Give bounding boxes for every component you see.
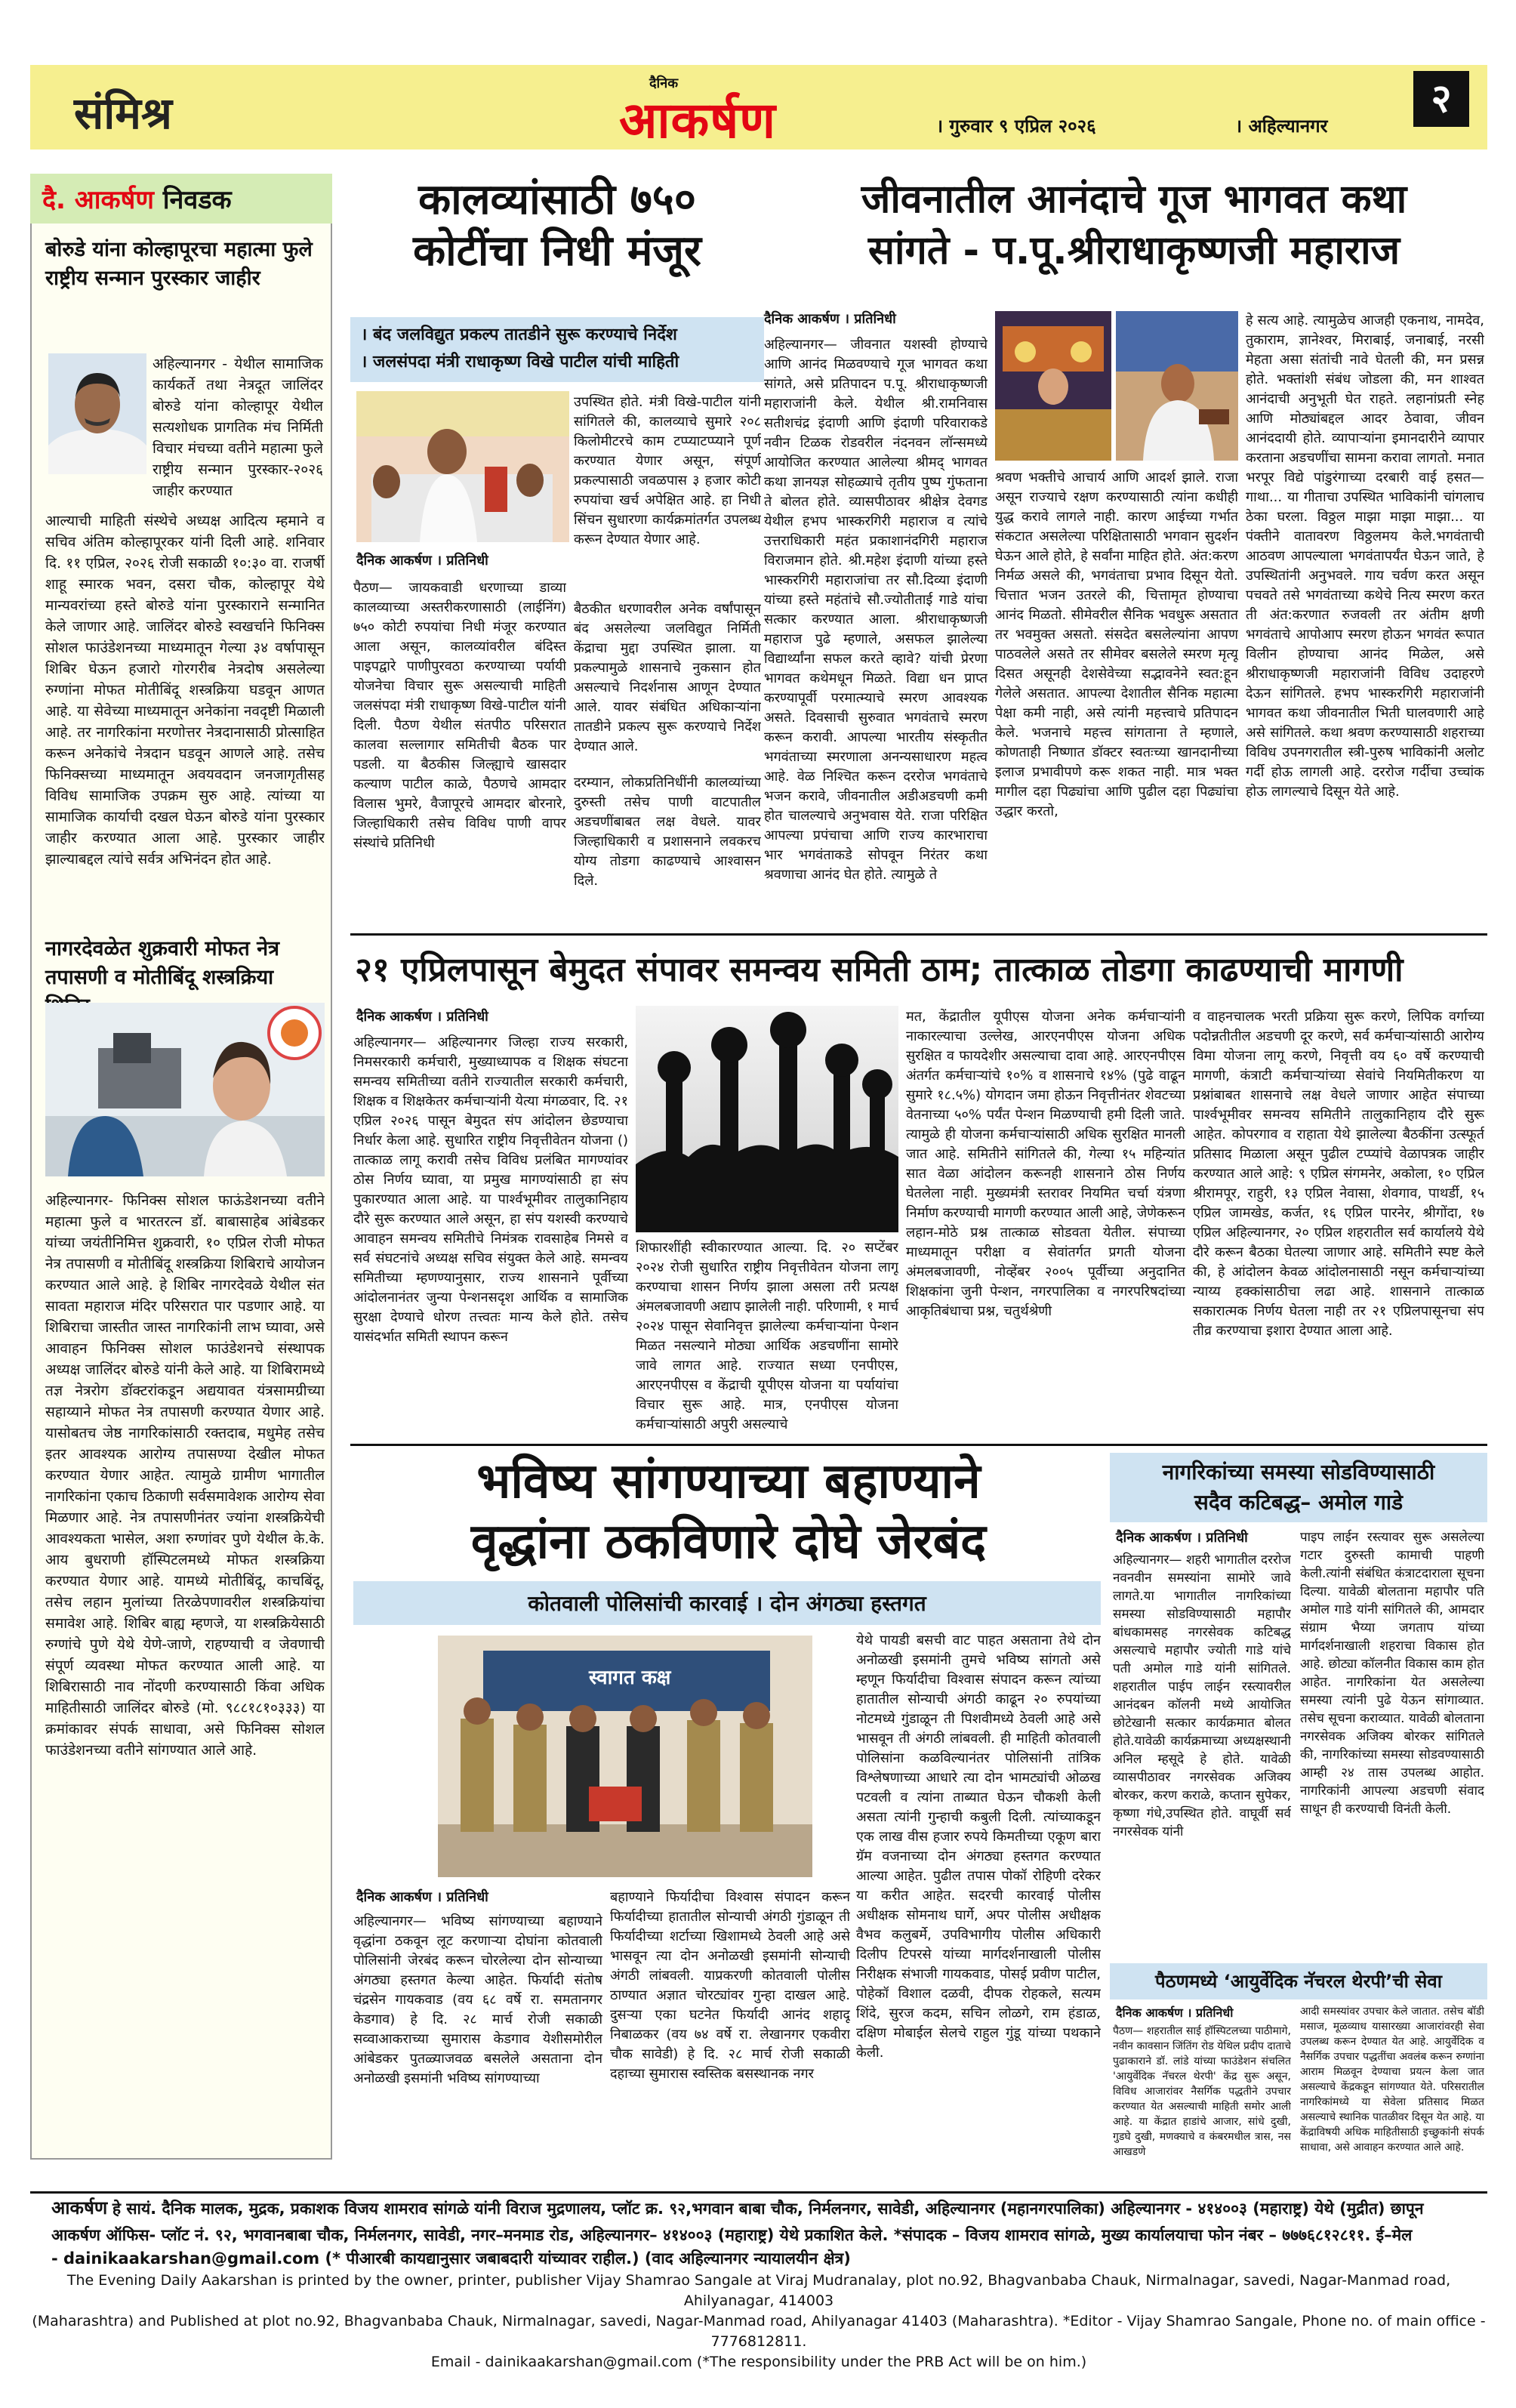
canal-subhead-1: । बंद जलविद्युत प्रकल्प तातडीने सुरू करण्याचे निर्देश (361, 325, 677, 344)
fraud-col3: येथे पायडी बसची वाट पाहत असताना तेथे दोन अनोळखी इसमांनी तुमचे भविष्य सांगतो असे म्हणून फिर्यादीचा विश्वास संपादन करून त्यांच्या हातातील सोन्याची अंगठी काढून २० रुपयांच्या नोटमध्ये गुंडाळून ती पिशवीमध्ये ठेवली आहे असे भासवून ती अंगठी लांबवली. ही माहिती कोतवाली पोलिसांना कळविल्यानंतर पोलिसांनी तांत्रिक विश्लेषणाच्या आधारे त्या दोन भामट्यांची ओळख पटवली व त्यांना ताब्यात घेऊन चौकशी केली असता त्यांनी गुन्हाची कबुली दिली. त्यांच्याकडून एक लाख वीस हजार रुपये किमतीच्या एकूण बारा ग्रॅम वजनाच्या दोन अंगठ्या हस्तगत करण्यात आल्या आहेत. पुढील तपास पोकॉ रोहिणी दरेकर या करीत आहेत. सदरची कारवाई पोलीस अधीक्षक सोमनाथ घार्गे, अपर पोलीस अधीक्षक वैभव कलुबर्मे, उपविभागीय पोलीस अधिकारी दिलीप टिपरसे यांच्या मार्गदर्शनाखाली पोलीस निरीक्षक संभाजी गायकवाड, पोसई प्रवीण पाटील, पोहेकॉ विशाल दळवी, दीपक रोहकले, सत्यम शिंदे, सुरज कदम, सचिन लोळगे, राम हंडाळ, दक्षिण मोबाईल सेलचे राहुल गुंडू यांच्या पथकाने केली. (856, 1633, 1101, 2061)
canal-subheads (350, 317, 764, 382)
canal-body-mid: बैठकीत धरणावरील अनेक वर्षांपासून बंद असलेल्या जलविद्युत निर्मिती केंद्राचा मुद्दा उपस्थित झाला. या प्रकल्पामुळे शासनाचे नुकसान होत असल्याचे निदर्शनास आणून देण्यात आले. यावर संबंधित अधिकाऱ्यांना तातडीने प्रकल्प सुरू करण्याचे निर्देश देण्यात आले. (574, 601, 761, 754)
gade-byline: दैनिक आकर्षण । प्रतिनिधी (1116, 1530, 1248, 1546)
strike-byline: दैनिक आकर्षण । प्रतिनिधी (356, 1009, 488, 1025)
canal-body-left: पैठण— जायकवाडी धरणाच्या डाव्या कालव्याच्या अस्तरीकरणासाठी (लाईनिंग) ७५० कोटी रुपयांचा निधी मंजूर करण्यात आला असून, कालव्यांवरील बंदिस्त पाइपद्वारे पाणीपुरवठा करण्याच्या पर्यायी योजनेचा विचार सुरू असल्याची माहिती जलसंपदा मंत्री राधाकृष्ण विखे-पाटील यांनी दिली. पैठण येथील संतपीठ परिसरात कालवा सल्लागार समितीची बैठक पार पडली. या बैठकीस जिल्ह्याचे खासदार कल्याण पाटील काळे, पैठणचे आमदार विलास भुमरे, वैजापूरचे आमदार बोरनारे, जिल्हाधिकारी तसेच विविध पाणी वापर संस्थांचे प्रतिनिधी (353, 580, 566, 851)
strike-col2: शिफारशींही स्वीकारण्यात आल्या. दि. २० सप्टेंबर २०२४ रोजी सुधारित राष्ट्रीय निवृत्तीवेतन योजना लागू करण्याचा शासन निर्णय झाला असला तरी प्रत्यक्ष अंमलबजावणी अद्याप झालेली नाही. परिणामी, १ मार्च २०२४ पासून सेवानिवृत्त झालेल्या कर्मचाऱ्यांना पेन्शन मिळत नसल्याने मोठ्या आर्थिक अडचणींना सामोरे जावे लागत आहे. राज्यात सध्या एनपीएस, आरएनपीएस व केंद्राची यूपीएस योजना या पर्यायांचा विचार सुरू आहे. मात्र, एनपीएस योजना कर्मचाऱ्यांसाठी अपुरी असल्याचे (636, 1240, 898, 1432)
picks-story1-body-bottom: आल्याची माहिती संस्थेचे अध्यक्ष आदित्य म्हमाने व सचिव अंतिम कोल्हापूरकर यांनी दिली आहे. शनिवार दि. ११ एप्रिल, २०२६ रोजी सकाळी १०:३० वा. राजर्षी शाहू स्मारक भवन, दसरा चौक, कोल्हापूर येथे मान्यवरांच्या हस्ते बोरुडे यांना पुरस्काराने सन्मानित केले जाणार आहे. जालिंदर बोरुडे स्वखर्चाने फिनिक्स सोशल फाउंडेशनच्या माध्यमातून गेल्या ३४ वर्षापासून शिबिर घेऊन हजारो गोरगरीब नेत्रदोष असलेल्या रुग्णांना मोफत मोतीबिंदू शस्त्रक्रिया घडवून आणत आहे. या सेवेच्या माध्यमातून अनेकांना नवदृष्टी मिळाली आहे. तर नागरिकांना मरणोत्तर नेत्रदानासाठी प्रोत्साहित करून अनेकांचे नेत्रदान घडवून आणले आहे. तसेच फिनिक्सच्या माध्यमातून अवयवदान जनजागृतीसह विविध सामाजिक उपक्रम सुरु आहे. त्यांच्या या सामाजिक कार्याची दखल घेऊन बोरुडे यांना पुरस्कार जाहीर करण्यात आला आहे. पुरस्कार जाहीर झाल्याबद्दल त्यांचे सर्वत्र अभिनंदन होत आहे. (45, 513, 325, 868)
section-divider-1 (350, 933, 1487, 936)
canal-subhead-2: । जलसंपदा मंत्री राधाकृष्ण विखे पाटील यांची माहिती (361, 353, 679, 372)
canal-body-top-right: उपस्थित होते. मंत्री विखे-पाटील यांनी सांगितले की, कालव्याचे सुमारे २०८ किलोमीटरचे काम टप्प्याटप्प्याने पूर्ण करण्यात येणार असून, संपूर्ण प्रकल्पासाठी जवळपास ३ हजार कोटी रुपयांचा खर्च अपेक्षित आहे. हा निधी सिंचन सुधारणा कार्यक्रमांतर्गत उपलब्ध करून देण्यात येणार आहे. (574, 394, 761, 547)
canal-headline-line1: कालव्यांसाठी ७५० (418, 175, 696, 224)
section-title: संमिश्र (74, 88, 172, 139)
gade-col1: अहिल्यानगर— शहरी भागातील दररोज नवनवीन समस्यांना सामोरे जावे लागते.या भागातील नागरिकांच्या समस्या सोडविण्यासाठी महापौर बांधकामसह नगरसेवक कटिबद्ध असल्याचे महापौर ज्योती गाडे यांचे पती अमोल गाडे यांनी सांगितले. शहरातील पाईप लाईन रस्त्यावरील आनंदबन कॉलनी मध्ये आयोजित छोटेखानी सत्कार कार्यक्रमात बोलत होते.यावेळी कार्यक्रमाच्या अध्यक्षस्थानी अनिल म्हसूदे हे होते. यावेळी व्यासपीठावर नगरसेवक अजिक्य बोरकर, करण कराळे, कप्तान सुपेकर, कृष्णा गंधे,उपस्थित होते. वाघूर्वी सर्व नगरसेवक यांनी (1113, 1552, 1291, 1839)
katha-photo-maharaj (1116, 311, 1238, 461)
footer-brand: आकर्षण (51, 2197, 108, 2218)
paper-small-label: दैनिक (649, 76, 679, 91)
katha-col1: अहिल्यानगर— जीवनात यशस्वी होण्याचे आणि आनंद मिळवण्याचे गूज भागवत कथा सांगते, असे प्रतिपादन प.पू. श्रीराधाकृष्णजी महाराजांनी केले. येथील श्री.रामनिवास सतीशचंद्र इंदाणी आणि इंदाणी परिवाराकडे नवीन टिळक रोडवरील नंदनवन लॉन्समध्ये आयोजित करण्यात आलेल्या श्रीमद् भागवत कथा ज्ञानयज्ञ सोहळ्याचे तृतीय पुष्प गुंफताना ते बोलत होते. व्यासपीठावर श्रीक्षेत्र देवगड येथील हभप भास्करगिरी महाराज व त्यांचे उत्तराधिकारी महंत प्रकाशानंदगिरी महाराज विराजमान होते. श्री.महेश इंदाणी यांच्या हस्ते भास्करगिरी महाराजांचा तर सौ.दिव्या इंदाणी यांच्या हस्ते महंतांचे सौ.ज्योतीताई गाडे यांचा सत्कार करण्यात आला. श्रीराधाकृष्णजी महाराज पुढे म्हणाले, असफल झालेल्या विद्यार्थ्यांना सफल करते व्हावे? यांची प्रेरणा भागवत कथेमधून मिळते. विद्या धन प्राप्त करण्यापूर्वी परमात्म्याचे स्मरण आवश्यक असते. दिवसाची सुरुवात भगवंताचे स्मरण करून करावी. आपल्या भारतीय संस्कृतीत भगवंताच्या स्मरणाला अनन्यसाधारण महत्व आहे. वेळ निश्चित करून दररोज भगवंताचे भजन करावे, जीवनातील अडीअडचणी कमी होत चालल्याचे अनुभवास येते. राजा परिक्षित आपल्या प्रपंचाचा आणि राज्य कारभाराचा भार भगवंताकडे सोपवून निरंतर कथा श्रवणाचा आनंद घेत होते. त्यामुळे ते (764, 337, 988, 883)
katha-byline: दैनिक आकर्षण । प्रतिनिधी (764, 311, 896, 327)
canal-byline: दैनिक आकर्षण । प्रतिनिधी (356, 553, 488, 569)
photo-sign-text: स्वागत कक्ष (589, 1666, 671, 1689)
paithan-col2: आदी समस्यांवर उपचार केले जातात. तसेच बॉडी मसाज, मूळव्याध यासारख्या आजारांवरही सेवा उपलब्ध करून देण्यात येत आहे. आयुर्वेदिक व नैसर्गिक उपचार पद्धतींचा अवलंब करून रुग्णांना आराम मिळवून देण्याचा प्रयत्न केला जात असल्याचे केंद्रकडून सांगण्यात येते. परिसरातील नागरिकांमध्ये या सेवेला प्रतिसाद मिळत असल्याचे स्थानिक पातळीवर दिसून येत आहे. या केंद्राविषयी अधिक माहितीसाठी इच्छुकांनी संपर्क साधावा, असे आवाहन करण्यात आले आहे. (1300, 2006, 1484, 2154)
canal-headline-line2: कोटींचा निधी मंजूर (413, 227, 701, 276)
strike-headline: २१ एप्रिलपासून बेमुदत संपावर समन्वय समिती ठाम; तात्काळ तोडगा काढण्याची मागणी (355, 951, 1404, 989)
picks-label: निवडक (162, 185, 232, 215)
issue-date: । गुरुवार ९ एप्रिल २०२६ (936, 116, 1096, 137)
footer-line2: आकर्षण ऑफिस- प्लॉट नं. ९२, भगवानबाबा चौक, निर्मलनगर, सावेडी, नगर–मनमाड रोड, अहिल्यानगर– ४१४००३ (महाराष्ट्र) येथे प्रकाशित केले. *संपादक – विजय शामराव सांगळे, मुख्य कार्यालयाचा फोन नंबर – ७७७६८१२८११. ई–मेल (51, 2226, 1413, 2244)
fraud-subhead: कोतवाली पोलिसांची कारवाई । दोन अंगठ्या हस्तगत (353, 1581, 1101, 1625)
protest-fists-photo (636, 1006, 898, 1232)
paithan-col1: पैठण— शहरातील साई हॉस्पिटलच्या पाठीमागे, नवीन कावसान जिंतिंग रोड येथिल प्रदीप दाताचे पुढाकाराने डॉ. लांडे यांच्या फाउंडेशन संचलित 'आयुर्वेदिक नॅचरल थेरपी' केंद्र सुरू असून, विविध आजारांवर नैसर्गिक पद्धतीने उपचार करण्यात येत असल्याची माहिती समोर आली आहे. या केंद्रात हाडांचे आजार, सांधे दुखी, गुडघे दुखी, मणक्याचे व कंबरमधील त्रास, नस आखडणे (1113, 2025, 1291, 2158)
footer-line5: (Maharashtra) and Published at plot no.92, Bhagvanbaba Chauk, Nirmalnagar, savedi, Nagar-Manmad road, Ahilyanagar 41403 (Maharashtra). *Editor - Vijay Shamrao Sangale, Phone no. of main office - 7776812811. (32, 2313, 1486, 2350)
picks-brand: दै. आकर्षण (42, 185, 154, 215)
minister-speech-photo (356, 391, 569, 542)
footer-line1-wrap (30, 2194, 1487, 2224)
gade-headline-line2: सदैव कटिबद्ध– अमोल गाडे (1194, 1490, 1404, 1515)
eye-exam-photo (45, 1003, 325, 1176)
picks-story1-title: बोरुडे यांना कोल्हापूरचा महात्मा फुले राष्ट्रीय सन्मान पुरस्कार जाहीर (45, 238, 313, 290)
footer-line4: The Evening Daily Aakarshan is printed by the owner, printer, publisher Vijay Shamrao Sangale at Viraj Mudranalay, plot no.92, Bhagvanbaba Chauk, Nirmalnagar, savedi, Nagar-Manmad road, Ahilyanagar, 414003 (66, 2272, 1451, 2309)
picks-story2-title: नागरदेवळेत शुक्रवारी मोफत नेत्र तपासणी व मोतीबिंदू शस्त्रक्रिया (45, 937, 280, 989)
katha-col2: श्रीराधाकृष्णजी महाराज पुढे म्हणाले, असफल झालेल्या विद्यार्थ्यांना सफल करते व्हावे? यांची प्रेरणा भागवत कथेमधून मिळते. विद्या धन प्राप्त करण्यापूर्वी परमात्म्याचे स्मरण आवश्यक असते. दिवसाची सुरुवात भगवंताचे स्मरण करून करावी. आपल्या भारतीय संस्कृतीत भगवंताच्या स्मरणाला अनन्यसाधारण महत्व आहे. वेळ निश्चित करून दररोज भगवंताचे भजन करावे, जीवनातील अडीअडचणी कमी होत चालल्याचे अनुभवास येते. राजा परिक्षित आपल्या प्रपंचाचा आणि राज्य कारभाराचा भार भगवंताकडे सोपवून निरंतर कथा श्रवणाचा आनंद घेत होते. त्यामुळे ते (764, 612, 988, 883)
fraud-col1: अहिल्यानगर— भविष्य सांगण्याच्या बहाण्याने वृद्धांना ठकवून लूट करणाऱ्या दोघांना कोतवाली पोलिसांनी जेरबंद करून चोरलेल्या दोन सोन्याच्या अंगठ्या हस्तगत केल्या आहेत. फिर्यादी संतोष चंद्रसेन गायकवाड (वय ६८ वर्षे रा. समतानगर केडगाव) हे दि. २८ मार्च रोजी सकाळी सव्वाआकराच्या सुमारास केडगाव येशीसमोरील आंबेडकर पुतळ्याजवळ बसलेले असताना दोन अनोळखी इसमांनी भविष्य सांगण्याच्या (353, 1913, 602, 2086)
fraud-headline-line1: भविष्य सांगण्याच्या बहाण्याने (476, 1454, 981, 1509)
issue-city: । अहिल्यानगर (1235, 116, 1328, 137)
katha-spacer (764, 929, 765, 930)
fraud-col2: बहाण्याने फिर्यादीचा विश्वास संपादन करून फिर्यादीच्या हातातील सोन्याची अंगठी गुंडाळून ती फिर्यादीच्या शर्टाच्या खिशामध्ये ठेवली आहे असे भासवून त्या दोन अनोळखी इसमांनी सोन्याची अंगठी लांबवली. याप्रकरणी कोतवाली पोलीस ठाण्यात अज्ञात चोरट्यांवर गुन्हा दाखल आहे. दुसऱ्या एका घटनेत फिर्यादी आनंद शहादू निबाळकर (वय ७४ वर्षे रा. लेखानगर एकवीरा चौक सावेडी) हे दि. २८ मार्च रोजी सकाळी दहाच्या सुमारास स्वस्तिक बसस्थानक नगर (610, 1889, 850, 2082)
gade-col2: पाइप लाईन रस्त्यावर सुरू असलेल्या गटार दुरुस्ती कामाची पाहणी केली.त्यांनी संबंधित कंत्राटदाराला सूचना दिल्या. यावेळी बोलताना महापौर पति अमोल गाडे यांनी सांगितले की, आमदार संग्राम भैय्या जगताप यांच्या मार्गदर्शनाखाली शहराचा विकास होत आहे. छोट्या कॉलनीत विकास काम होत आहेत. नागरिकांना येत असलेल्या समस्या त्यांनी पुढे येऊन सांगाव्यात. तसेच सूचना कराव्यात. यावेळी बोलताना नगरसेवक अजिक्य बोरकर सांगितले की, नागरिकांच्या समस्या सोडवण्यासाठी आम्ही २४ तास उपलब्ध आहोत. नागरिकांनी आपल्या अडचणी संवाद साधून ही करण्याची विनंती केली. (1300, 1530, 1484, 1817)
police-arrest-photo (438, 1636, 812, 1877)
page-number: २ (1413, 71, 1469, 127)
paithan-headline: पैठणमध्ये ‘आयुर्वेदिक नॅचरल थेरपी’ची सेवा (1110, 1963, 1487, 1999)
fraud-byline: दैनिक आकर्षण । प्रतिनिधी (356, 1889, 488, 1905)
newspaper-logo: आकर्षण (619, 91, 777, 150)
katha-photo-stage (995, 311, 1111, 461)
strike-col4: व वाहनचालक भरती प्रक्रिया सुरू करणे, लिपिक वर्गाच्या पदोन्नतीतील अडचणी दूर करणे, सर्व कर्मचाऱ्यांसाठी आरोग्य विमा योजना लागू करणे, निवृत्ती वय ६० वर्षे करण्याची मागणी, कंत्राटी कर्मचाऱ्यांच्या सेवांचे नियमितीकरण या प्रश्नांबाबत शासनाचे लक्ष वेधले जाणार आहेत संपाच्या पार्श्वभूमीवर समन्वय समितीने तालुकानिहाय दौरे सुरू आहेत. कोपरगाव व राहाता येथे झालेल्या बैठकींना उत्स्फूर्त प्रतिसाद मिळाला असून पुढील टप्प्यांचे वेळापत्रक जाहीर करण्यात आले आहे: ९ एप्रिल संगमनेर, अकोला, १० एप्रिल श्रीरामपूर, राहुरी, १३ एप्रिल नेवासा, शेवगाव, पाथर्डी, १५ एप्रिल जामखेड, कर्जत, १६ एप्रिल पारनेर, श्रीगोंदा, १७ एप्रिल अहिल्यानगर, २० एप्रिल शहरातील सर्व कार्यालये येथे दौरे करून बैठका घेतल्या जाणार आहे. समितीने स्पष्ट केले की, हे आंदोलन केवळ आंदोलनासाठी नसून कर्मचाऱ्यांच्या न्याय्य हक्कांसाठीचा लढा आहे. शासनाने तात्काळ सकारात्मक निर्णय घेतला नाही तर २१ एप्रिलपासूनचा संप तीव्र करण्याचा इशारा देण्यात आला आहे. (1193, 1009, 1484, 1339)
fraud-headline-line2: वृद्धांना ठकविणारे दोघे जेरबंद (470, 1514, 987, 1570)
katha-col3: श्रवण भक्तीचे आचार्य आणि आदर्श झाले. राजा असून राज्याचे रक्षण करण्यासाठी त्यांना कधीही युद्ध करावे लागले नाही. कारण आईच्या गर्भात संकटात असलेल्या परिक्षितासाठी भगवान सुदर्शन घेऊन आले होते, हे सर्वांना माहित होते. अंत:करण निर्मळ असले की, भगवंताचा प्रभाव दिसून येतो. चित्तात भजन उतरले की, चित्तामृत होण्याचा आनंद मिळतो. सीमेवरील सैनिक भवधुरू असतात तर भवमुक्त असतो. संसदेत बसलेल्यांना आपण पाठवलेले असते तर सीमेवर बसलेले स्मरण मृत्यू दिसत असूनही देशसेवेच्या सद्भावनेने स्वत:हून गेलेले असतात. आपल्या देशातील सैनिक महात्मा पेक्षा कमी नाही, असे त्यांनी महत्त्वाचे प्रतिपादन केले. भजनाचे महत्त्व सांगताना ते म्हणाले, कोणताही निष्णात डॉक्टर स्वतःच्या खानदानीच्या इलाज प्रभावीपणे करू शकत नाही. मात्र भक्त मागील दहा पिढ्यांचा आणि पुढील दहा पिढ्यांचा उद्धार करतो, (995, 470, 1238, 819)
footer-line3: - dainikaakarshan@gmail.com (* पीआरबी कायद्यानुसार जबाबदारी यांच्यावर राहील.) (वाद अहिल्यानगर न्यायालयीन क्षेत्र) (51, 2249, 851, 2268)
katha-col4: हे सत्य आहे. त्यामुळेच आजही एकनाथ, नामदेव, तुकाराम, ज्ञानेश्वर, मिराबाई, जनाबाई, नरसी मेहता असा संतांची नावे घेतली की, मन प्रसन्न होते. भक्तांशी संबंध जोडला की, मन शाश्वत आनंदाची अनुभूती घेत राहते. लहानांप्रती स्नेह आणि मोठ्यांबद्दल आदर ठेवावा, जीवन आनंददायी होते. व्यापाऱ्यांना इमानदारीने व्यापार करताना अडचणींचा सामना करावा लागतो. मनात भरपूर विद्ये पांडुरंगाच्या दरबारी वाई हसत—गाथा... या गीताचा उपस्थित भाविकांनी चांगलाच ठेका घरला. विठ्ठल माझा माझा माझा... या पंक्तीने वातावरण विठ्ठलमय केले.भगवंताची आठवण आपल्याला भगवंतापर्यंत घेऊन जाते, हे उपस्थितांनी अनुभवले. गाय चर्वण करत असून पचवते तसे भगवंताच्या कथेचे नित्य स्मरण करत ती अंत:करणात रुजवली तर अंतीम क्षणी भगवंताचे आपोआप स्मरण होऊन भगवंत रूपात विलीन होण्याचा आनंद मिळेल, असे श्रीराधाकृष्णजी महाराजांनी विविध उदाहरणे देऊन सांगितले. हभप भास्करगिरी महाराजांनी भागवत कथा जीवनातील भिती घालवणारी आहे असे सांगितले. कथा श्रवण करण्यासाठी शहराच्या विविध उपनगरातील स्त्री-पुरुष भाविकांनी अलोट गर्दी होऊ लागली आहे. दररोज गर्दीचा उच्चांक होऊ लागल्याचे दिसून येते आहे. (1246, 313, 1484, 800)
borude-portrait (48, 353, 146, 474)
section-divider-2 (350, 1444, 1487, 1446)
strike-col1: अहिल्यानगर— अहिल्यानगर जिल्हा राज्य सरकारी, निमसरकारी कर्मचारी, मुख्याध्यापक व शिक्षक संघटना समन्वय समितीच्या वतीने राज्यातील सरकारी कर्मचारी, शिक्षक व शिक्षकेतर कर्मचाऱ्यांनी येत्या मंगळवार, दि. २१ एप्रिल २०२६ पासून बेमुदत संप आंदोलन छेडण्याचा निर्धार केला आहे. सुधारित राष्ट्रीय निवृत्तीवेतन योजना () तात्काळ लागू करावी तसेच विविध प्रलंबित मागण्यांवर ठोस निर्णय घ्यावा, या प्रमुख मागण्यांसाठी हा संप पुकारण्यात आला आहे. या पार्श्वभूमीवर तालुकानिहाय दौरे सुरू करण्यात आले असून, हा संप यशस्वी करण्याचे आवाहन समन्वय समितीचे निमंत्रक रावसाहेब निमसे व सर्व संघटनांचे अध्यक्ष सचिव संयुक्त केले आहे. समन्वय समितीच्या म्हणण्यानुसार, राज्य शासनाने पूर्वीच्या आंदोलनानंतर जुन्या पेन्शनसदृश आर्थिक व सामाजिक सुरक्षा देण्याचे धोरण तत्त्वतः मान्य केले होते. तसेच यासंदर्भात समिती स्थापन करून (353, 1034, 628, 1345)
footer-line1: हे सायं. दैनिक मालक, मुद्रक, प्रकाशक विजय शामराव सांगळे यांनी विराज मुद्रणालय, प्लॉट क्र. ९२,भगवान बाबा चौक, निर्मलनगर, सावेडी, अहिल्यानगर (महानगरपालिका) अहिल्यानगर - ४१४००३ (महाराष्ट्र) येथे (मुद्रीत) छापून (112, 2200, 1424, 2218)
imprint-footer (30, 2191, 1487, 2373)
katha-col2-spacer (995, 335, 996, 336)
paithan-byline: दैनिक आकर्षण । प्रतिनिधी (1116, 2006, 1234, 2020)
picks-story2-body: अहिल्यानगर- फिनिक्स सोशल फाऊंडेशनच्या वतीने महात्मा फुले व भारतरत्न डॉ. बाबासाहेब आंबेडकर यांच्या जयंतीनिमित्त शुक्रवारी, १० एप्रिल रोजी मोफत नेत्र तपासणी व मोतीबिंदू शस्त्रक्रिया शिबिराचे आयोजन करण्यात आले आहे. हे शिबिर नागरदेवळे येथील संत सावता महाराज मंदिर परिसरात पार पडणार आहे. या शिबिराचा जास्तीत जास्त नागरिकांनी लाभ घ्यावा, असे आवाहन फिनिक्स सोशल फाउंडेशनचे संस्थापक अध्यक्ष जालिंदर बोरुडे यांनी केले आहे. या शिबिरामध्ये तज्ञ नेत्ररोग डॉक्टरांकडून अद्ययावत यंत्रसामग्रीच्या सहाय्याने मोफत नेत्र तपासणी करण्यात येणार आहे. यासोबतच जेष्ठ नागरिकांसाठी रक्तदाब, मधुमेह तसेच इतर आवश्यक आरोग्य तपासण्या देखील मोफत करण्यात येणार आहेत. त्यामुळे ग्रामीण भागातील नागरिकांना एकाच ठिकाणी सर्वसमावेशक आरोग्य सेवा मिळणार आहे. नेत्र तपासणीनंतर ज्यांना शस्त्रक्रियेची आवश्यकता भासेल, अशा रुग्णांवर पुणे येथील के.के. आय बुधराणी हॉस्पिटलमध्ये मोफत शस्त्रक्रिया करण्यात येणार आहे. यामध्ये मोतीबिंदू, काचबिंदू, तसेच लहान मुलांच्या तिरळेपणावरील शस्त्रक्रियांचा समावेश आहे. शिबिर बाह्य म्हणजे, या शस्त्रक्रियेसाठी रुग्णांचे पुणे येथे येणे-जाणे, राहण्याची व जेवणाची संपूर्ण व्यवस्था मोफत करण्यात आली आहे. या शिबिरासाठी नाव नोंदणी करण्यासाठी किंवा अधिक माहितीसाठी जालिंदर बोरुडे (मो. ९८८१८१०३३३) या क्रमांकावर संपर्क साधावा, असे फिनिक्स सोशल फाउंडेशनच्या वतीने सांगण्यात आले आहे. (45, 1192, 325, 1759)
gade-headline-box (1110, 1453, 1487, 1522)
footer-line6: Email - dainikaakarshan@gmail.com (*The responsibility under the PRB Act will be on him.) (430, 2354, 1087, 2370)
gade-headline-line1: नागरिकांच्या समस्या सोडविण्यासाठी (1162, 1460, 1435, 1485)
strike-col3: मत, केंद्रातील यूपीएस योजना अनेक कर्मचाऱ्यांनी नाकारल्याचा उल्लेख, आरएनपीएस योजना अधिक सुरक्षित व फायदेशीर असल्याचा दावा आहे. आरएनपीएस अंतर्गत कर्मचाऱ्यांचे १०% व शासनाचे १४% (पुढे वाढून सुमारे १८.५%) योगदान जमा होऊन निवृत्तीनंतर शेवटच्या वेतनाच्या ५०% पर्यंत पेन्शन मिळण्याची हमी दिली जाते. त्यामुळे ही योजना कर्मचाऱ्यांसाठी अधिक सुरक्षित मानली जात आहे. समितीने सांगितले की, गेल्या १५ महिन्यांत सात वेळा आंदोलन करूनही शासनाने ठोस निर्णय घेतलेला नाही. मुख्यमंत्री स्तरावर नियमित चर्चा यंत्रणा निर्माण करण्याची मागणी करण्यात आली आहे, जेणेकरून लहान-मोठे प्रश्न तात्काळ सोडवता येतील. संपाच्या माध्यमातून परीक्षा व सेवांतर्गत प्रगती योजना अंमलबजावणी, नोव्हेंबर २००५ पूर्वीच्या अनुदानित शिक्षकांना जुनी पेन्शन, नगरपालिका व नगरपरिषदांच्या आकृतिबंधाचा प्रश्न, चतुर्थश्रेणी (906, 1009, 1185, 1319)
picks-story1-body-top: अहिल्यानगर - येथील सामाजिक कार्यकर्ते तथा नेत्रदूत जालिंदर बोरुडे यांना कोल्हापूर येथील सत्यशोधक प्रागतिक मंच निर्मिती विचार मंचच्या वतीने महात्मा फुले राष्ट्रीय सन्मान पुरस्कार-२०२६ जाहीर करण्यात (153, 356, 323, 499)
katha-headline-line1: जीवनातील आनंदाचे गूज भागवत कथा (861, 177, 1407, 222)
picks-header (30, 174, 332, 224)
katha-headline-line2: सांगते - प.पू.श्रीराधाकृष्णजी महाराज (867, 228, 1400, 273)
canal-body-right: दरम्यान, लोकप्रतिनिधींनी कालव्यांच्या दुरुस्ती तसेच पाणी वाटपातील अडचणींबाबत लक्ष वेधले. यावर जिल्हाधिकारी व प्रशासनाने लवकरच योग्य तोडगा काढण्याचे आश्वासन दिले. (574, 775, 761, 889)
